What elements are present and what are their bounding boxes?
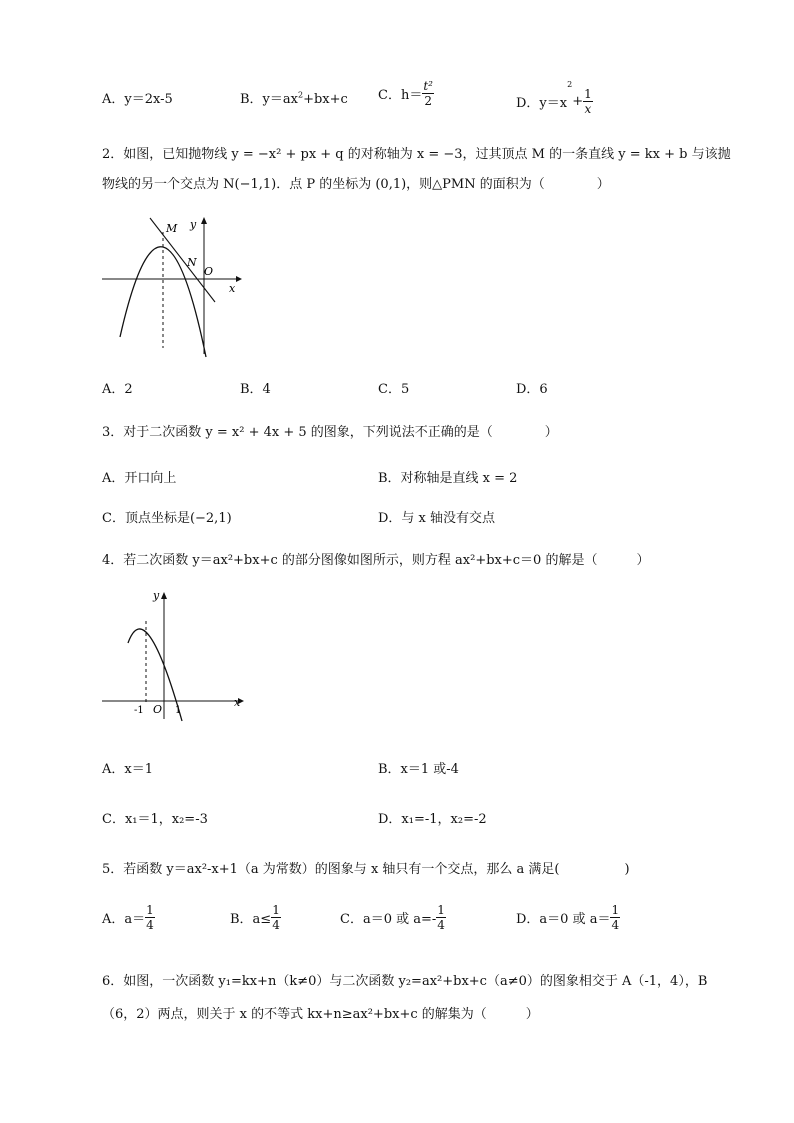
- q1-option-b-pre: B．y＝ax: [240, 92, 298, 107]
- q4-stem: 4．若二次函数 y＝ax²+bx+c 的部分图像如图所示，则方程 ax²+bx+c＝0 的解是（ ）: [102, 553, 650, 568]
- q5-option-c-den: 4: [437, 918, 445, 932]
- q5-option-c-pre: C．a＝0 或 a=-: [340, 912, 437, 927]
- q4-y-arrow: [161, 592, 167, 599]
- q4-label-y: y: [153, 589, 160, 602]
- q5-option-d-num: 1: [611, 903, 620, 917]
- q5-option-d[interactable]: [516, 904, 620, 931]
- q2-stem-line1: 2．如图，已知抛物线 y = −x² + px + q 的对称轴为 x = −3，过其顶点 M 的一条直线 y = kx + b 与该抛: [102, 147, 731, 162]
- q4-graph: [98, 585, 246, 723]
- q1-option-a[interactable]: [102, 88, 173, 107]
- q1-option-d-sup: 2: [567, 80, 573, 89]
- q4-option-b[interactable]: B．x＝1 或-4: [378, 762, 459, 777]
- q2-option-b[interactable]: B．4: [240, 382, 271, 397]
- q2-option-c[interactable]: C．5: [378, 382, 410, 397]
- q2-label-o: O: [204, 265, 214, 278]
- q3-option-c[interactable]: C．顶点坐标是(−2,1): [102, 511, 232, 526]
- q5-option-b-pre: B．a≤: [230, 912, 272, 927]
- q2-x-arrow: [236, 276, 242, 282]
- q5-option-a-num: 1: [146, 903, 154, 917]
- q1-option-a-text: A．y＝2x-5: [102, 92, 173, 107]
- q1-option-d-den: x: [584, 102, 592, 116]
- q5-option-a[interactable]: [102, 904, 155, 931]
- q5-option-b-den: 4: [272, 918, 280, 932]
- q5-option-c[interactable]: [340, 904, 446, 931]
- q5-option-c-fraction: [436, 904, 446, 931]
- q6-stem-line2: （6，2）两点，则关于 x 的不等式 kx+n≥ax²+bx+c 的解集为（ ）: [102, 1007, 539, 1022]
- q2-label-x: x: [229, 282, 236, 295]
- q2-label-m: M: [166, 222, 178, 235]
- q2-label-n: N: [187, 256, 197, 269]
- q5-option-b[interactable]: [230, 904, 281, 931]
- q3-stem: 3．对于二次函数 y = x² + 4x + 5 的图象，下列说法不正确的是（ ）: [102, 425, 558, 440]
- q4-option-d[interactable]: D．x₁=-1，x₂=-2: [378, 812, 487, 827]
- q1-option-c-num: t²: [423, 79, 433, 93]
- q2-option-d[interactable]: D．6: [516, 382, 548, 397]
- q5-option-b-fraction: [271, 904, 281, 931]
- q2-graph: [98, 212, 243, 360]
- q5-stem: 5．若函数 y＝ax²-x+1（a 为常数）的图象与 x 轴只有一个交点，那么 a 满足( ): [102, 862, 630, 877]
- q1-option-b[interactable]: [240, 88, 348, 107]
- q2-label-y: y: [190, 218, 197, 231]
- q5-option-b-num: 1: [272, 903, 280, 917]
- q2-stem-line2: 物线的另一个交点为 N(−1,1)．点 P 的坐标为 (0,1)，则△PMN 的面积为（ ）: [102, 177, 610, 192]
- q1-option-c-den: 2: [424, 94, 432, 108]
- q2-y-arrow: [201, 217, 207, 224]
- q5-option-a-den: 4: [146, 918, 154, 932]
- q4-option-c[interactable]: C．x₁＝1，x₂=-3: [102, 812, 208, 827]
- q1-option-d[interactable]: [516, 80, 593, 115]
- q1-option-c-pre: C．h＝: [378, 88, 423, 103]
- q4-label-x: x: [234, 696, 241, 709]
- q1-option-c-fraction: [422, 80, 434, 107]
- q1-option-d-plus: +: [572, 94, 584, 109]
- q3-option-b[interactable]: B．对称轴是直线 x = 2: [378, 471, 518, 486]
- q4-label-neg1: -1: [134, 705, 144, 716]
- q4-option-a[interactable]: A．x＝1: [102, 762, 153, 777]
- q6-stem-line1: 6．如图，一次函数 y₁=kx+n（k≠0）与二次函数 y₂=ax²+bx+c（a≠0）的图象相交于 A（-1，4），B: [102, 974, 708, 989]
- q4-label-o: O: [153, 703, 163, 716]
- q2-line: [150, 218, 215, 302]
- q5-option-d-den: 4: [611, 918, 620, 932]
- q1-option-d-fraction: [583, 88, 593, 115]
- q4-label-1: 1: [175, 705, 182, 716]
- q3-option-a[interactable]: A．开口向上: [102, 471, 177, 486]
- q1-option-b-sup: 2: [297, 90, 304, 100]
- q5-option-d-pre: D．a＝0 或 a＝: [516, 912, 611, 927]
- q5-option-a-fraction: [145, 904, 155, 931]
- q1-option-b-post: +bx+c: [303, 92, 348, 107]
- q3-option-d[interactable]: D．与 x 轴没有交点: [378, 511, 496, 526]
- q5-option-d-fraction: [610, 904, 620, 931]
- q2-option-a[interactable]: A．2: [102, 382, 133, 397]
- q1-option-d-num: 1: [584, 87, 592, 101]
- q1-option-c[interactable]: [378, 80, 434, 107]
- q5-option-c-num: 1: [437, 903, 445, 917]
- q1-option-d-pre: D．y＝x: [516, 96, 568, 111]
- q5-option-a-pre: A．a＝: [102, 912, 146, 927]
